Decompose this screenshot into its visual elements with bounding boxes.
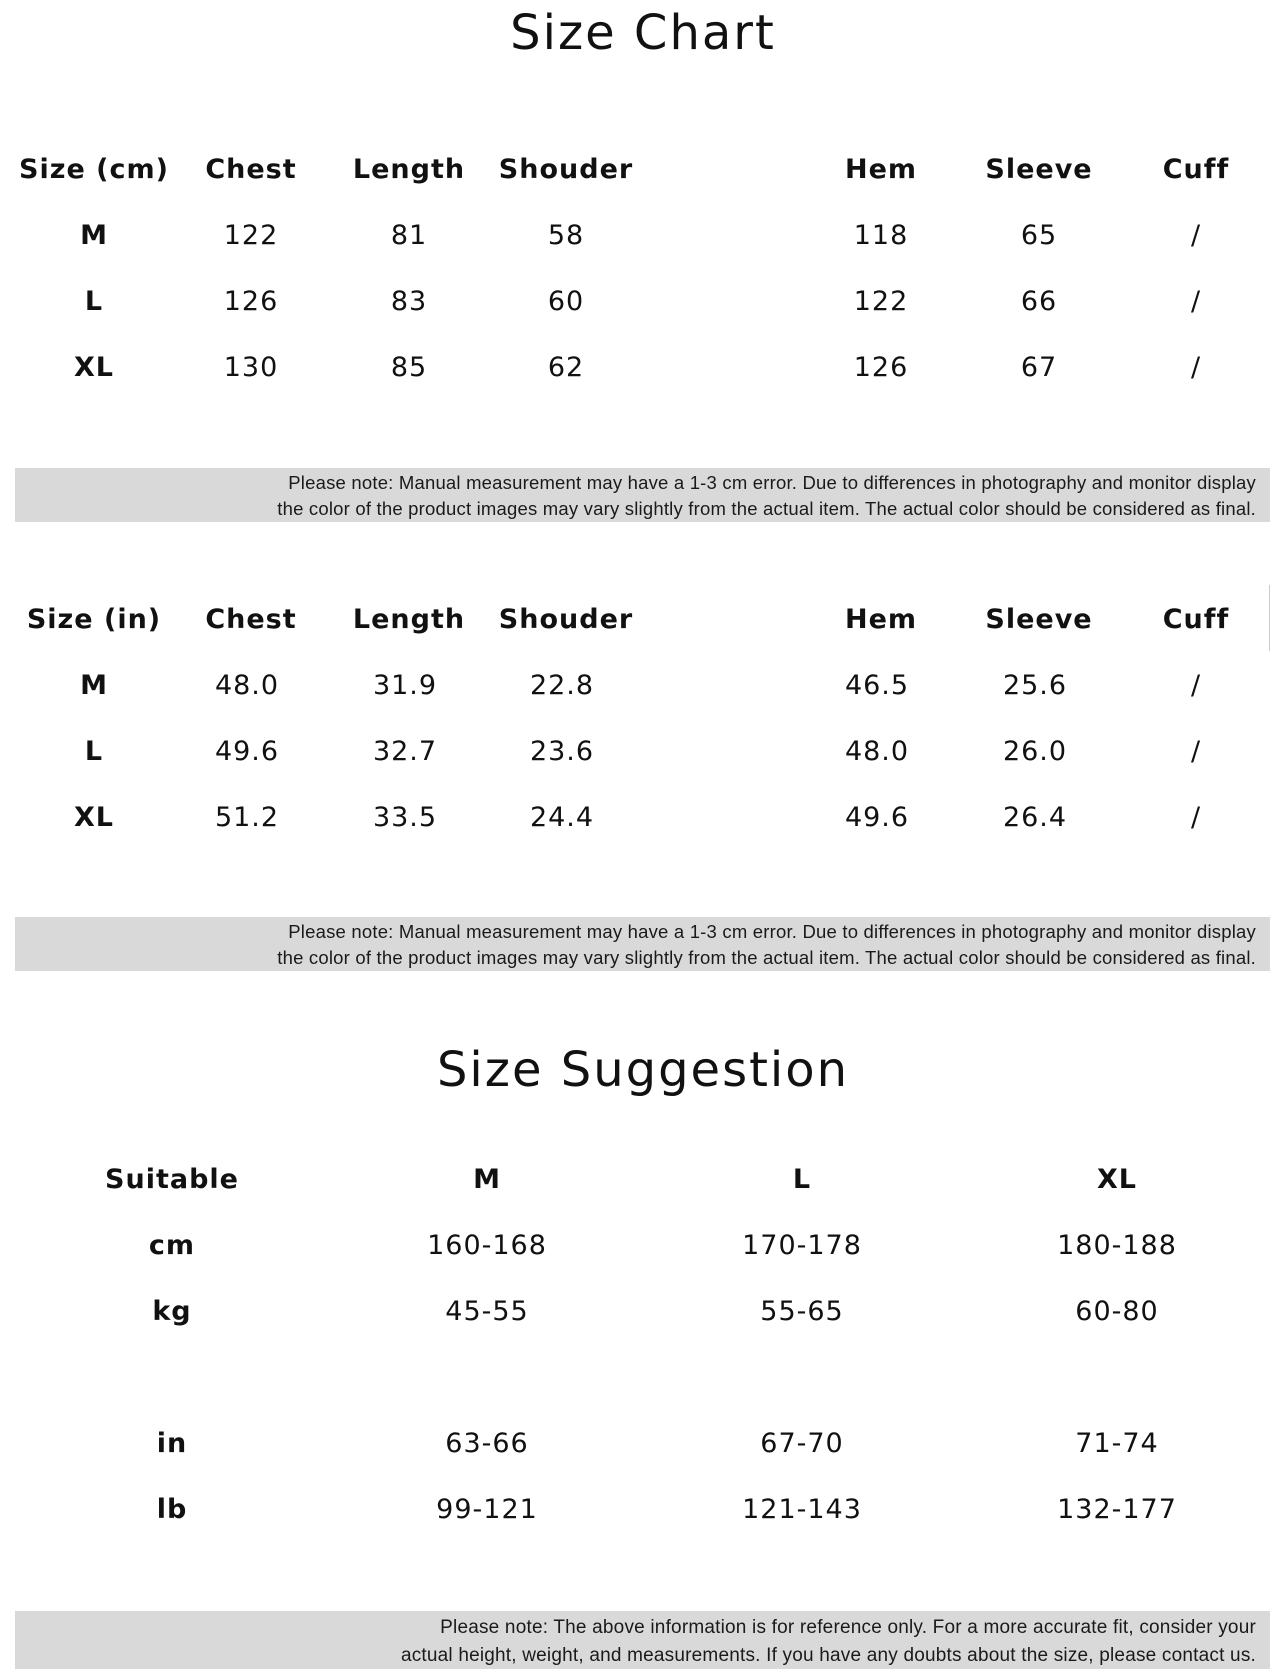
- chest-value: 48.0: [214, 670, 280, 701]
- hem-value: 49.6: [844, 802, 910, 833]
- shoulder-value: 23.6: [529, 736, 595, 767]
- table-row: [0, 216, 1286, 256]
- m-value: 63-66: [445, 1428, 529, 1459]
- sleeve-value: 65: [1020, 220, 1058, 251]
- column-header-hem: Hem: [844, 604, 918, 635]
- size-label: L: [84, 286, 104, 317]
- table-row: [0, 1292, 1286, 1332]
- hem-value: 122: [853, 286, 909, 317]
- cuff-value: /: [1190, 736, 1202, 767]
- note-line: Please note: Manual measurement may have a 1-3 cm error. Due to differences in photography and monitor display: [288, 921, 1256, 942]
- unit-label: lb: [156, 1494, 188, 1525]
- size-chart-title: Size Chart: [510, 5, 776, 61]
- unit-label: in: [156, 1428, 188, 1459]
- size-label: M: [80, 220, 108, 251]
- xl-value: 60-80: [1075, 1296, 1159, 1327]
- column-header-sleeve: Sleeve: [985, 604, 1093, 635]
- hem-value: 46.5: [844, 670, 910, 701]
- measurement-note: [15, 917, 1270, 971]
- column-header-length: Length: [352, 154, 466, 185]
- sleeve-value: 26.0: [1002, 736, 1068, 767]
- unit-label: kg: [152, 1296, 192, 1327]
- chest-value: 49.6: [214, 736, 280, 767]
- chest-value: 130: [223, 352, 279, 383]
- l-value: 121-143: [742, 1494, 862, 1525]
- m-value: 160-168: [427, 1230, 547, 1261]
- note-line: Please note: The above information is for reference only. For a more accurate fit, consider your: [440, 1617, 1256, 1638]
- column-header-length: Length: [352, 604, 466, 635]
- shoulder-value: 62: [547, 352, 585, 383]
- column-header-cuff: Cuff: [1162, 604, 1230, 635]
- table-row: [0, 1424, 1286, 1464]
- size-suggestion-title: Size Suggestion: [436, 1042, 850, 1098]
- xl-value: 180-188: [1057, 1230, 1177, 1261]
- column-header-chest: Chest: [205, 154, 297, 185]
- hem-value: 48.0: [844, 736, 910, 767]
- hem-value: 118: [853, 220, 909, 251]
- cuff-value: /: [1190, 802, 1202, 833]
- measurement-note: [15, 468, 1270, 522]
- column-header-chest: Chest: [205, 604, 297, 635]
- table-row: [0, 348, 1286, 388]
- shoulder-value: 58: [547, 220, 585, 251]
- shoulder-value: 24.4: [529, 802, 595, 833]
- table-row: [0, 798, 1286, 838]
- m-value: 45-55: [445, 1296, 529, 1327]
- sleeve-value: 67: [1020, 352, 1058, 383]
- note-line: actual height, weight, and measurements. If you have any doubts about the size, please contact us.: [400, 1645, 1256, 1666]
- cuff-value: /: [1190, 670, 1202, 701]
- length-value: 33.5: [372, 802, 438, 833]
- size-label: XL: [73, 352, 115, 383]
- unit-label: cm: [148, 1230, 196, 1261]
- column-header-cuff: Cuff: [1162, 154, 1230, 185]
- note-line: the color of the product images may vary slightly from the actual item. The actual color should be considered as final.: [277, 947, 1256, 968]
- length-value: 31.9: [372, 670, 438, 701]
- note-line: the color of the product images may vary slightly from the actual item. The actual color should be considered as final.: [277, 498, 1256, 519]
- cuff-value: /: [1190, 220, 1202, 251]
- reference-note: [15, 1611, 1270, 1669]
- table-row: [0, 1490, 1286, 1530]
- column-header-xl: XL: [1096, 1164, 1138, 1195]
- table-row: [0, 282, 1286, 322]
- table-header-row: [0, 1160, 1286, 1200]
- table-row: [0, 666, 1286, 706]
- note-line: Please note: Manual measurement may have a 1-3 cm error. Due to differences in photography and monitor display: [288, 472, 1256, 493]
- column-header-size: Size (cm): [19, 154, 169, 185]
- sleeve-value: 66: [1020, 286, 1058, 317]
- size-label: XL: [73, 802, 115, 833]
- l-value: 67-70: [760, 1428, 844, 1459]
- column-header-l: L: [792, 1164, 812, 1195]
- shoulder-value: 60: [547, 286, 585, 317]
- length-value: 81: [390, 220, 428, 251]
- table-header-row: [0, 600, 1286, 640]
- length-value: 83: [390, 286, 428, 317]
- column-header-sleeve: Sleeve: [985, 154, 1093, 185]
- table-header-row: [0, 150, 1286, 190]
- cuff-value: /: [1190, 352, 1202, 383]
- m-value: 99-121: [436, 1494, 538, 1525]
- sleeve-value: 26.4: [1002, 802, 1068, 833]
- column-header-suitable: Suitable: [105, 1164, 239, 1195]
- column-header-shoulder: Shouder: [498, 604, 634, 635]
- length-value: 32.7: [372, 736, 438, 767]
- length-value: 85: [390, 352, 428, 383]
- sleeve-value: 25.6: [1002, 670, 1068, 701]
- l-value: 55-65: [760, 1296, 844, 1327]
- shoulder-value: 22.8: [529, 670, 595, 701]
- chest-value: 51.2: [214, 802, 280, 833]
- column-header-hem: Hem: [844, 154, 918, 185]
- size-label: L: [84, 736, 104, 767]
- column-header-shoulder: Shouder: [498, 154, 634, 185]
- xl-value: 71-74: [1075, 1428, 1159, 1459]
- column-header-m: M: [473, 1164, 501, 1195]
- l-value: 170-178: [742, 1230, 862, 1261]
- xl-value: 132-177: [1057, 1494, 1177, 1525]
- cuff-value: /: [1190, 286, 1202, 317]
- size-label: M: [80, 670, 108, 701]
- hem-value: 126: [853, 352, 909, 383]
- chest-value: 126: [223, 286, 279, 317]
- column-header-size: Size (in): [26, 604, 162, 635]
- chest-value: 122: [223, 220, 279, 251]
- table-row: [0, 732, 1286, 772]
- table-row: [0, 1226, 1286, 1266]
